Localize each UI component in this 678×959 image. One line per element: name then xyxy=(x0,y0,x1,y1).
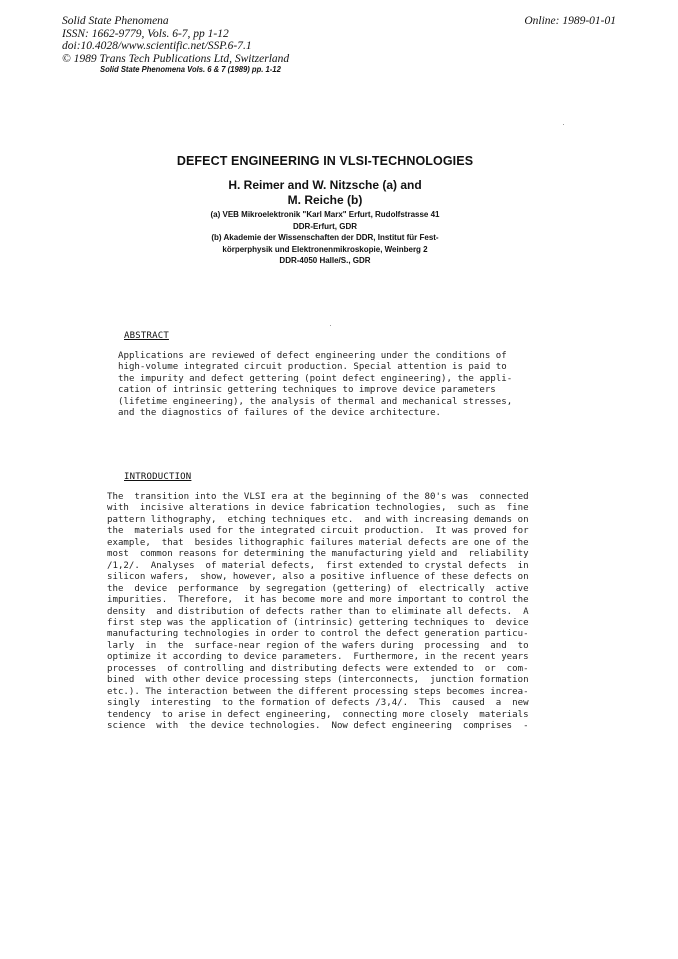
intro-line: /1,2/. Analyses of material defects, first extended to crystal defects in xyxy=(107,560,529,571)
intro-line: the materials used for the integrated circuit production. It was proved for xyxy=(107,526,529,537)
introduction-body xyxy=(107,492,529,733)
intro-line: larly in the surface-near region of the wafers during processing and to xyxy=(107,640,529,651)
abstract-line: and the diagnostics of failures of the device architecture. xyxy=(118,408,442,419)
abstract-line: cation of intrinsic gettering techniques to improve device parameters xyxy=(118,385,496,396)
intro-line: etc.). The interaction between the different processing steps becomes increa- xyxy=(107,686,529,697)
abstract-line: high-volume integrated circuit production. Special attention is paid to xyxy=(118,362,507,373)
affiliation-line: DDR-Erfurt, GDR xyxy=(293,221,357,231)
journal-name: Solid State Phenomena xyxy=(62,15,169,27)
intro-line: processes of controlling and distributing defects were extended to or com- xyxy=(107,663,529,674)
intro-line: singly interesting to the formation of defects /3,4/. This caused a new xyxy=(107,698,529,709)
scan-speck xyxy=(330,325,331,326)
intro-line: silicon wafers, show, however, also a positive influence of these defects on xyxy=(107,572,529,583)
affiliation-line: körperphysik und Elektronenmikroskopie, Weinberg 2 xyxy=(222,244,428,254)
abstract-line: the impurity and defect gettering (point defect engineering), the appli- xyxy=(118,373,513,384)
intro-line: example, that besides lithographic failures material defects are one of the xyxy=(107,537,529,548)
abstract-line: (lifetime engineering), the analysis of thermal and mechanical stresses, xyxy=(118,396,513,407)
intro-line: with incisive alterations in device fabrication technologies, such as fine xyxy=(107,503,529,514)
intro-line: density and distribution of defects rather than to eliminate all defects. A xyxy=(107,606,529,617)
intro-line: science with the device technologies. Now defect engineering comprises - xyxy=(107,721,529,732)
abstract-body xyxy=(118,351,512,420)
intro-line: first step was the application of (intrinsic) gettering techniques to device xyxy=(107,617,529,628)
intro-line: impurities. Therefore, it has become more and more important to control the xyxy=(107,595,529,606)
citation-block xyxy=(62,15,289,65)
affiliation-line: (b) Akademie der Wissenschaften der DDR, Institut für Fest- xyxy=(211,233,439,242)
intro-line: the device performance by segregation (gettering) of electrically active xyxy=(107,583,529,594)
authors-line-1: H. Reimer and W. Nitzsche (a) and xyxy=(228,178,422,192)
authors-line-2: M. Reiche (b) xyxy=(287,193,363,207)
paper-title: DEFECT ENGINEERING IN VLSI-TECHNOLOGIES xyxy=(176,154,474,168)
issn-line: ISSN: 1662-9779, Vols. 6-7, pp 1-12 xyxy=(62,27,229,40)
intro-line: manufacturing technologies in order to control the defect generation particu- xyxy=(107,629,529,640)
affiliation-line: DDR-4050 Halle/S., GDR xyxy=(279,256,371,265)
intro-line: bined with other device processing steps (interconnects, junction formation xyxy=(107,675,529,686)
affiliations xyxy=(0,209,650,267)
author-block xyxy=(0,178,650,208)
intro-line: tendency to arise in defect engineering, connecting more closely materials xyxy=(107,709,529,720)
scan-speck xyxy=(563,124,564,125)
introduction-heading: INTRODUCTION xyxy=(124,472,192,482)
doi-line: doi:10.4028/www.scientific.net/SSP.6-7.1 xyxy=(62,40,252,52)
scanned-journal-line: Solid State Phenomena Vols. 6 & 7 (1989) pp. 1-12 xyxy=(100,64,281,74)
intro-line: The transition into the VLSI era at the beginning of the 80's was connected xyxy=(107,492,529,502)
abstract-line: Applications are reviewed of defect engineering under the conditions of xyxy=(118,351,507,361)
affiliation-line: (a) VEB Mikroelektronik "Karl Marx" Erfurt, Rudolfstrasse 41 xyxy=(210,210,440,219)
intro-line: most common reasons for determining the manufacturing yield and reliability xyxy=(107,549,529,560)
online-date: Online: 1989-01-01 xyxy=(524,15,616,27)
abstract-heading: ABSTRACT xyxy=(124,331,169,341)
intro-line: optimize it according to device parameters. Furthermore, in the recent years xyxy=(107,652,529,663)
intro-line: pattern lithography, etching techniques etc. and with increasing demands on xyxy=(107,514,529,525)
copyright-line: © 1989 Trans Tech Publications Ltd, Switzerland xyxy=(62,52,290,65)
